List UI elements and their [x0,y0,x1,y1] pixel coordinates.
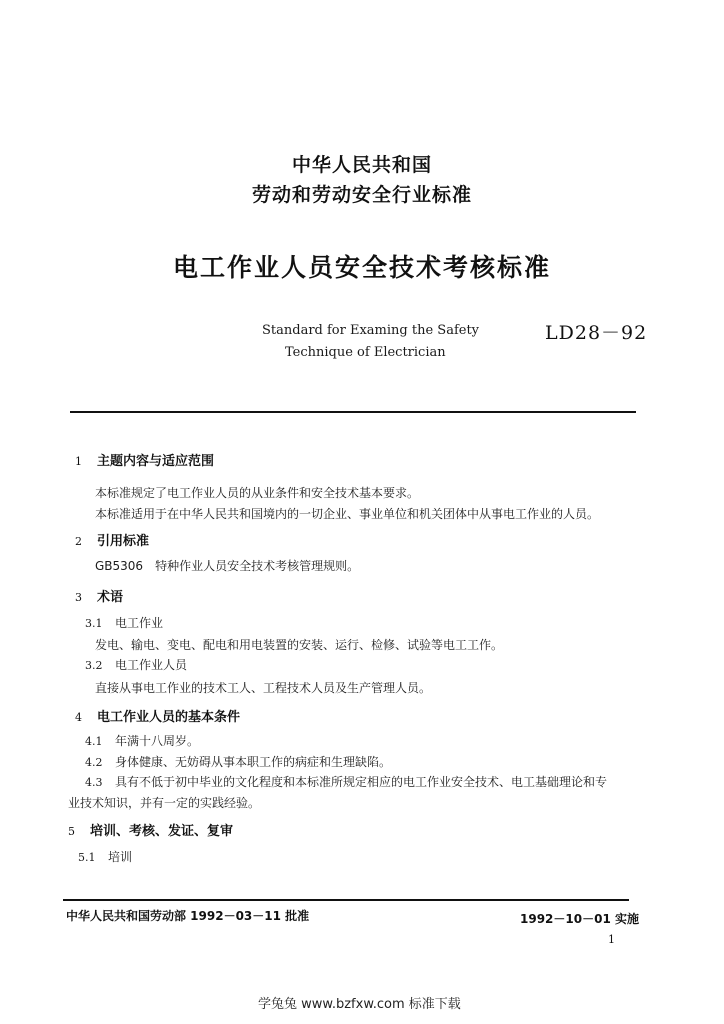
item-4-2 [85,753,391,770]
item-text: 培训 [108,850,133,864]
section-title: 培训、考核、发证、复审 [90,824,234,839]
subsection-number: 3.1 [85,617,103,630]
section-3-heading [75,586,123,605]
section-title: 术语 [97,590,124,605]
subsection-3-1 [85,614,163,631]
section-5-heading [68,820,233,839]
section-number: 5 [68,825,75,838]
subsection-title: 电工作业 [115,616,164,630]
paragraph: 本标准规定了电工作业人员的从业条件和安全技术基本要求。 [95,486,420,500]
item-text: 年满十八周岁。 [115,734,200,748]
item-4-3-continuation: 业技术知识，并有一定的实践经验。 [68,796,261,810]
document-title: 电工作业人员安全技术考核标准 [172,253,551,282]
section-number: 1 [75,455,82,468]
item-number: 4.3 [85,776,103,789]
issuer-line: 中华人民共和国 [291,154,432,176]
item-5-1 [78,848,132,865]
item-text: 身体健康、无妨碍从事本职工作的病症和生理缺陷。 [115,755,392,769]
item-number: 4.1 [85,735,103,748]
section-title: 主题内容与适应范围 [97,454,215,469]
paragraph: 直接从事电工作业的技术工人、工程技术人员及生产管理人员。 [95,681,432,695]
subsection-number: 3.2 [85,659,103,672]
section-number: 3 [75,591,82,604]
standard-category: 劳动和劳动安全行业标准 [251,184,472,206]
paragraph: 本标准适用于在中华人民共和国境内的一切企业、事业单位和机关团体中从事电工作业的人员。 [95,507,600,521]
item-number: 5.1 [78,851,96,864]
section-title: 引用标准 [97,534,150,549]
section-title: 电工作业人员的基本条件 [97,710,241,725]
section-1-heading [75,450,214,469]
section-4-heading [75,706,240,725]
section-2-heading [75,530,149,549]
approval-line: 中华人民共和国劳动部 1992－03－11 批准 [66,909,310,923]
watermark: 学兔兔 www.bzfxw.com 标准下载 [258,997,461,1012]
english-title-line1: Standard for Examing the Safety [262,323,480,338]
implementation-date: 1992－10－01 实施 [520,912,639,926]
subsection-3-2 [85,656,187,673]
page-number: 1 [608,933,615,946]
footer-divider [63,899,629,901]
item-text: 具有不低于初中毕业的文化程度和本标准所规定相应的电工作业安全技术、电工基础理论和专 [115,775,608,789]
paragraph: GB5306 特种作业人员安全技术考核管理规则。 [95,559,360,573]
item-4-1 [85,732,199,749]
section-number: 2 [75,535,82,548]
item-number: 4.2 [85,756,103,769]
standard-code: LD28－92 [545,322,648,344]
paragraph: 发电、输电、变电、配电和用电装置的安装、运行、检修、试验等电工工作。 [95,638,504,652]
english-title-line2: Technique of Electrician [285,345,446,360]
header-divider [70,411,636,413]
subsection-title: 电工作业人员 [115,658,188,672]
item-4-3 [85,773,607,790]
section-number: 4 [75,711,82,724]
